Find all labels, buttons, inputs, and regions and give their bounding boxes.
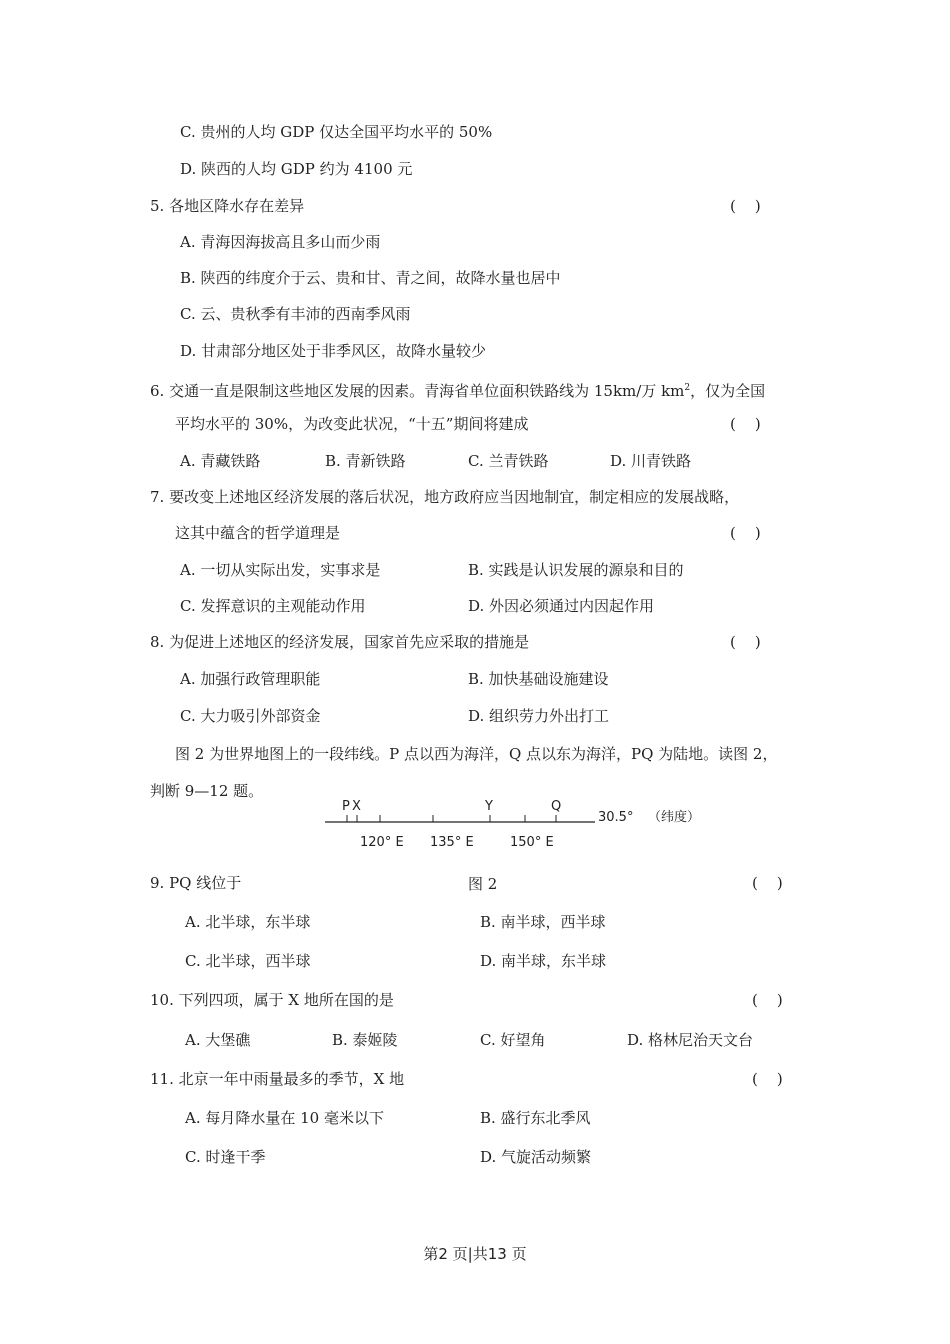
q9-answer-paren: ( ) [752,874,783,892]
q7-stem-line2: 这其中蕴含的哲学道理是 [175,524,341,542]
label-q: Q [551,799,562,814]
q11-option-a: A. 每月降水量在 10 毫米以下 [185,1109,384,1127]
q4-option-c: C. 贵州的人均 GDP 仅达全国平均水平的 50% [180,123,493,141]
q8-option-b: B. 加快基础设施建设 [468,670,609,688]
q6-stem-line2: 平均水平的 30%，为改变此状况，“十五”期间将建成 [175,415,529,433]
q10-option-d: D. 格林尼治天文台 [627,1031,754,1049]
figure-intro-line2: 判断 9—12 题。 [150,782,264,800]
figure-caption: 图 2 [468,875,498,893]
q7-option-a: A. 一切从实际出发，实事求是 [180,561,381,579]
q10-option-b: B. 泰姬陵 [332,1031,398,1049]
tick-label-120: 120° E [360,835,404,850]
q9-option-a: A. 北半球，东半球 [185,913,311,931]
q9-option-b: B. 南半球，西半球 [480,913,606,931]
q8-option-d: D. 组织劳力外出打工 [468,707,610,725]
tick-label-150: 150° E [510,835,554,850]
q4-option-d: D. 陕西的人均 GDP 约为 4100 元 [180,160,413,178]
q7-answer-paren: ( ) [730,524,761,542]
q11-option-d: D. 气旋活动频繁 [480,1148,592,1166]
q11-option-c: C. 时逢干季 [185,1148,266,1166]
q7-stem-line1: 7. 要改变上述地区经济发展的落后状况，地方政府应当因地制宜，制定相应的发展战略， [150,488,740,506]
q6-stem-line1 [150,378,765,401]
q6-option-c: C. 兰青铁路 [468,452,549,470]
q6-superscript: 2 [684,383,691,393]
q6-answer-paren: ( ) [730,415,761,433]
q5-option-d: D. 甘肃部分地区处于非季风区，故降水量较少 [180,342,487,360]
q5-option-b: B. 陕西的纬度介于云、贵和甘、青之间，故降水量也居中 [180,269,561,287]
q11-answer-paren: ( ) [752,1070,783,1088]
q8-stem: 8. 为促进上述地区的经济发展，国家首先应采取的措施是 [150,633,530,651]
q7-option-c: C. 发挥意识的主观能动作用 [180,597,366,615]
q11-option-b: B. 盛行东北季风 [480,1109,591,1127]
latitude-line-figure [320,790,740,860]
q8-option-a: A. 加强行政管理职能 [180,670,321,688]
q5-option-a: A. 青海因海拔高且多山而少雨 [180,233,381,251]
q10-option-a: A. 大堡礁 [185,1031,251,1049]
tick-label-135: 135° E [430,835,474,850]
latitude-value: 30.5° [598,810,634,825]
page-footer: 第2 页|共13 页 [423,1245,527,1263]
q10-answer-paren: ( ) [752,991,783,1009]
q8-answer-paren: ( ) [730,633,761,651]
q9-option-c: C. 北半球，西半球 [185,952,311,970]
q11-stem: 11. 北京一年中雨量最多的季节，X 地 [150,1070,405,1088]
q8-option-c: C. 大力吸引外部资金 [180,707,321,725]
latitude-note: （纬度） [648,810,701,825]
q9-stem: 9. PQ 线位于 [150,874,242,892]
label-x: X [352,799,361,814]
q6-option-b: B. 青新铁路 [325,452,406,470]
q6-option-d: D. 川青铁路 [610,452,692,470]
figure-intro-line1: 图 2 为世界地图上的一段纬线。P 点以西为海洋，Q 点以东为海洋，PQ 为陆地。读图 2， [175,745,778,763]
q10-option-c: C. 好望角 [480,1031,546,1049]
q5-answer-paren: ( ) [730,197,761,215]
label-p: P [342,799,350,814]
q5-option-c: C. 云、贵秋季有丰沛的西南季风雨 [180,305,411,323]
q5-stem: 5. 各地区降水存在差异 [150,197,305,215]
q10-stem: 10. 下列四项，属于 X 地所在国的是 [150,991,394,1009]
label-y: Y [485,799,493,814]
q6-stem-tail: ，仅为全国 [690,382,766,400]
q7-option-d: D. 外因必须通过内因起作用 [468,597,655,615]
q9-option-d: D. 南半球，东半球 [480,952,607,970]
q7-option-b: B. 实践是认识发展的源泉和目的 [468,561,684,579]
q6-stem-text: 6. 交通一直是限制这些地区发展的因素。青海省单位面积铁路线为 15km/万 km [150,382,685,400]
q6-option-a: A. 青藏铁路 [180,452,261,470]
